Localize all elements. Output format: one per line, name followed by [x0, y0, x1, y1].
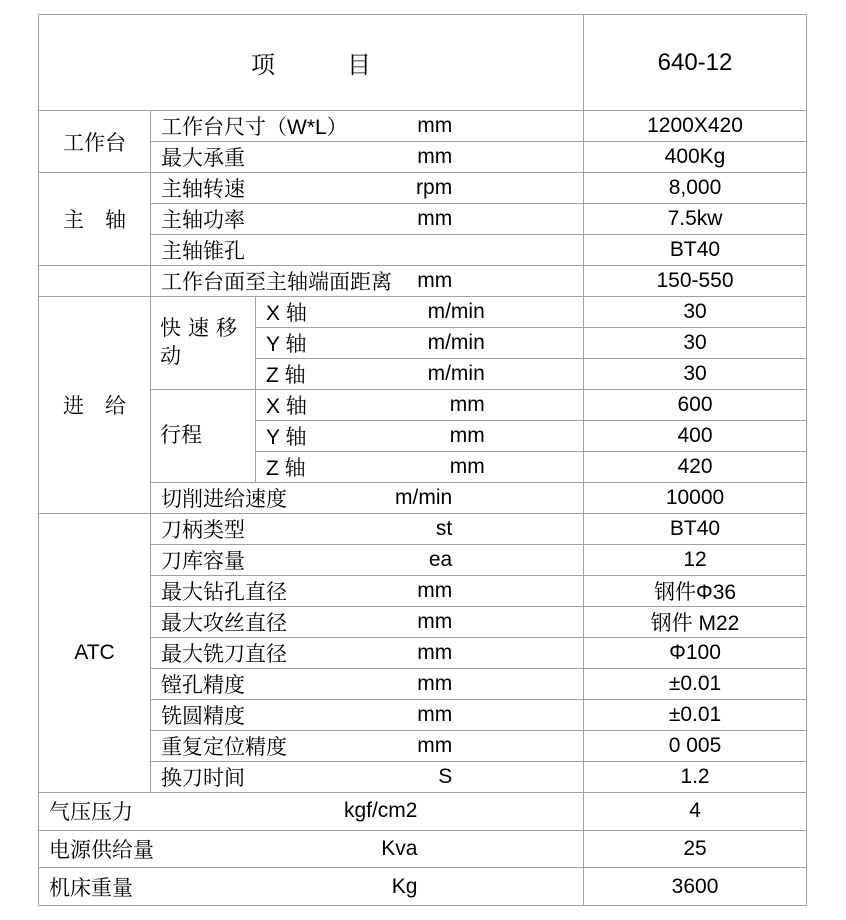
table-row-header [39, 15, 807, 111]
subsection-label-travel: 行程 [151, 390, 256, 483]
spec-value: 12 [584, 545, 807, 576]
spec-item-label: Y 轴 [266, 426, 307, 449]
spec-item-label: 铣圆精度 [161, 705, 245, 728]
table-row [39, 669, 807, 700]
spec-value: 0 005 [584, 731, 807, 762]
table-row [39, 868, 807, 906]
section-label-atc: ATC [39, 514, 151, 793]
spec-item-cell [151, 111, 584, 142]
spec-unit: mm [417, 579, 453, 602]
table-row [39, 204, 807, 235]
spec-unit: S [438, 765, 453, 788]
spec-unit: m/min [427, 362, 485, 385]
spec-value: BT40 [584, 235, 807, 266]
spec-value: BT40 [584, 514, 807, 545]
spec-item-cell [256, 452, 584, 483]
spec-item-label: 工作台尺寸（W*L） [161, 116, 348, 139]
spec-item-label: 换刀时间 [161, 767, 245, 790]
spec-value: 钢件Φ36 [584, 576, 807, 607]
spec-item-label: 刀库容量 [161, 550, 245, 573]
spec-item-cell [151, 266, 584, 297]
spec-unit: rpm [416, 176, 453, 199]
spec-unit: mm [417, 145, 453, 168]
spec-item-cell [151, 731, 584, 762]
table-row [39, 142, 807, 173]
spec-item-cell [39, 868, 584, 906]
table-row [39, 514, 807, 545]
spec-value: 3600 [584, 868, 807, 906]
machine-spec-table [38, 14, 807, 906]
spec-item-label: 最大钻孔直径 [161, 581, 287, 604]
table-row [39, 731, 807, 762]
spec-value: 400Kg [584, 142, 807, 173]
spec-item-label: X 轴 [266, 395, 307, 418]
spec-value: 600 [584, 390, 807, 421]
spec-item-cell [151, 173, 584, 204]
spec-unit: mm [417, 703, 453, 726]
spec-value: 25 [584, 830, 807, 868]
spec-item-cell [151, 638, 584, 669]
spec-item-label: Z 轴 [266, 457, 306, 480]
section-label-worktable: 工作台 [39, 111, 151, 173]
spec-item-cell [151, 204, 584, 235]
spec-unit: st [435, 517, 453, 540]
spec-value: 7.5kw [584, 204, 807, 235]
table-row [39, 700, 807, 731]
spec-item-cell [256, 359, 584, 390]
spec-unit: m/min [427, 300, 485, 323]
spec-unit: mm [417, 672, 453, 695]
table-row [39, 390, 807, 421]
spec-item-cell [151, 576, 584, 607]
spec-unit: m/min [395, 486, 453, 509]
spec-item-label: 主轴功率 [161, 209, 245, 232]
header-item-column-label: 项 目 [39, 15, 584, 111]
spec-unit: Kg [391, 874, 418, 898]
empty-cell [39, 266, 151, 297]
spec-item-cell [39, 793, 584, 831]
spec-unit: mm [417, 207, 453, 230]
spec-item-label: 主轴锥孔 [161, 240, 245, 263]
spec-item-cell [151, 514, 584, 545]
spec-item-label: 最大铣刀直径 [161, 643, 287, 666]
spec-item-label: 刀柄类型 [161, 519, 245, 542]
subsection-label-rapid: 快速移动 [151, 297, 256, 390]
spec-value: 30 [584, 328, 807, 359]
table-row [39, 607, 807, 638]
spec-unit: mm [417, 114, 453, 137]
spec-item-label: 电源供给量 [49, 839, 154, 863]
spec-unit: mm [417, 610, 453, 633]
spec-item-label: Y 轴 [266, 333, 307, 356]
table-row [39, 266, 807, 297]
spec-unit: kgf/cm2 [343, 799, 418, 823]
spec-value: 420 [584, 452, 807, 483]
spec-item-cell [151, 235, 584, 266]
spec-value: 钢件 M22 [584, 607, 807, 638]
spec-value: Φ100 [584, 638, 807, 669]
table-row [39, 483, 807, 514]
spec-item-cell [151, 545, 584, 576]
spec-value: 150-550 [584, 266, 807, 297]
spec-unit: Kva [381, 837, 418, 861]
spec-item-label: 气压压力 [49, 801, 133, 825]
spec-value: 4 [584, 793, 807, 831]
spec-unit: mm [449, 393, 485, 416]
table-row [39, 297, 807, 328]
spec-item-label: 最大承重 [161, 147, 245, 170]
spec-value: 8,000 [584, 173, 807, 204]
spec-unit: mm [417, 269, 453, 292]
table-row [39, 545, 807, 576]
spec-item-label: 重复定位精度 [161, 736, 287, 759]
spec-item-cell [151, 142, 584, 173]
spec-item-label: Z 轴 [266, 364, 306, 387]
table-row [39, 111, 807, 142]
section-label-spindle: 主 轴 [39, 173, 151, 266]
table-row [39, 235, 807, 266]
spec-item-label: 最大攻丝直径 [161, 612, 287, 635]
spec-unit: mm [449, 424, 485, 447]
table-row [39, 576, 807, 607]
spec-item-cell [256, 421, 584, 452]
spec-value: ±0.01 [584, 700, 807, 731]
table-row [39, 830, 807, 868]
spec-item-cell [151, 762, 584, 793]
spec-value: 10000 [584, 483, 807, 514]
header-model-label: 640-12 [584, 15, 807, 111]
spec-item-label: 机床重量 [49, 876, 133, 900]
spec-value: 30 [584, 359, 807, 390]
spec-item-cell [256, 390, 584, 421]
spec-item-label: 主轴转速 [161, 178, 245, 201]
spec-unit: mm [449, 455, 485, 478]
spec-unit: ea [428, 548, 453, 571]
section-label-feed: 进 给 [39, 297, 151, 514]
table-row [39, 793, 807, 831]
spec-item-cell [151, 669, 584, 700]
spec-value: 30 [584, 297, 807, 328]
spec-item-label: X 轴 [266, 302, 307, 325]
spec-value: 400 [584, 421, 807, 452]
spec-item-cell [39, 830, 584, 868]
spec-item-cell [256, 328, 584, 359]
spec-item-label: 切削进给速度 [161, 488, 287, 511]
spec-unit: mm [417, 734, 453, 757]
table-row [39, 173, 807, 204]
spec-item-cell [151, 483, 584, 514]
spec-value: 1200X420 [584, 111, 807, 142]
spec-item-label: 工作台面至主轴端面距离 [161, 271, 392, 294]
spec-item-cell [151, 700, 584, 731]
spec-unit: m/min [427, 331, 485, 354]
spec-item-label: 镗孔精度 [161, 674, 245, 697]
spec-unit: mm [417, 641, 453, 664]
spec-item-cell [256, 297, 584, 328]
table-row [39, 638, 807, 669]
spec-value: ±0.01 [584, 669, 807, 700]
table-row [39, 762, 807, 793]
spec-item-cell [151, 607, 584, 638]
spec-value: 1.2 [584, 762, 807, 793]
